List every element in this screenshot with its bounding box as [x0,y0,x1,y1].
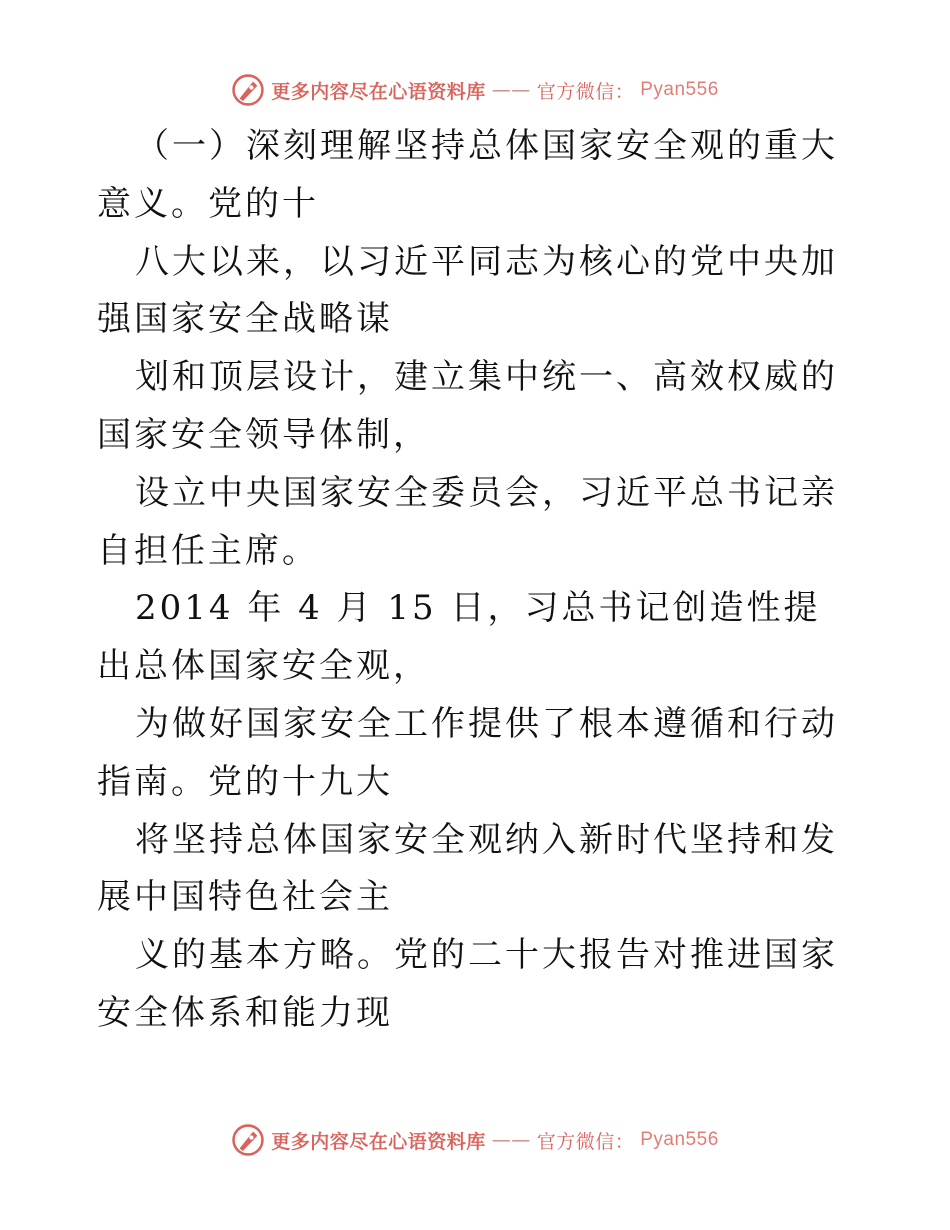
document-body [97,118,857,1043]
paragraph-6: 为做好国家安全工作提供了根本遵循和行动指南。党的十九大 [97,703,838,802]
watermark-wechat-id: Pyan556 [640,79,719,100]
paragraph-4: 设立中央国家安全委员会，习近平总书记亲自担任主席。 [97,472,838,571]
header-watermark [0,70,950,110]
footer-watermark [0,1120,950,1160]
watermark-wechat-id: Pyan556 [640,1129,719,1150]
watermark-wechat-label: 官方微信： [536,80,635,103]
paragraph-7: 将坚持总体国家安全观纳入新时代坚持和发展中国特色社会主 [97,819,838,918]
watermark-dash: —— [491,79,531,101]
watermark-wechat-label: 官方微信： [536,1130,635,1153]
watermark-main-text: 更多内容尽在心语资料库 [271,80,486,103]
watermark-main-text: 更多内容尽在心语资料库 [271,1130,486,1153]
paragraph-5: 2014 年 4 月 15 日，习总书记创造性提出总体国家安全观， [97,588,821,687]
pen-nib-logo-icon [231,1123,265,1157]
paragraph-8: 义的基本方略。党的二十大报告对推进国家安全体系和能力现 [97,935,838,1033]
watermark-dash: —— [491,1129,531,1151]
paragraph-3: 划和顶层设计，建立集中统一、高效权威的国家安全领导体制， [97,357,838,455]
paragraph-1: （一）深刻理解坚持总体国家安全观的重大意义。党的十 [97,126,838,224]
paragraph-2: 八大以来，以习近平同志为核心的党中央加强国家安全战略谋 [97,241,838,340]
pen-nib-logo-icon [231,73,265,107]
